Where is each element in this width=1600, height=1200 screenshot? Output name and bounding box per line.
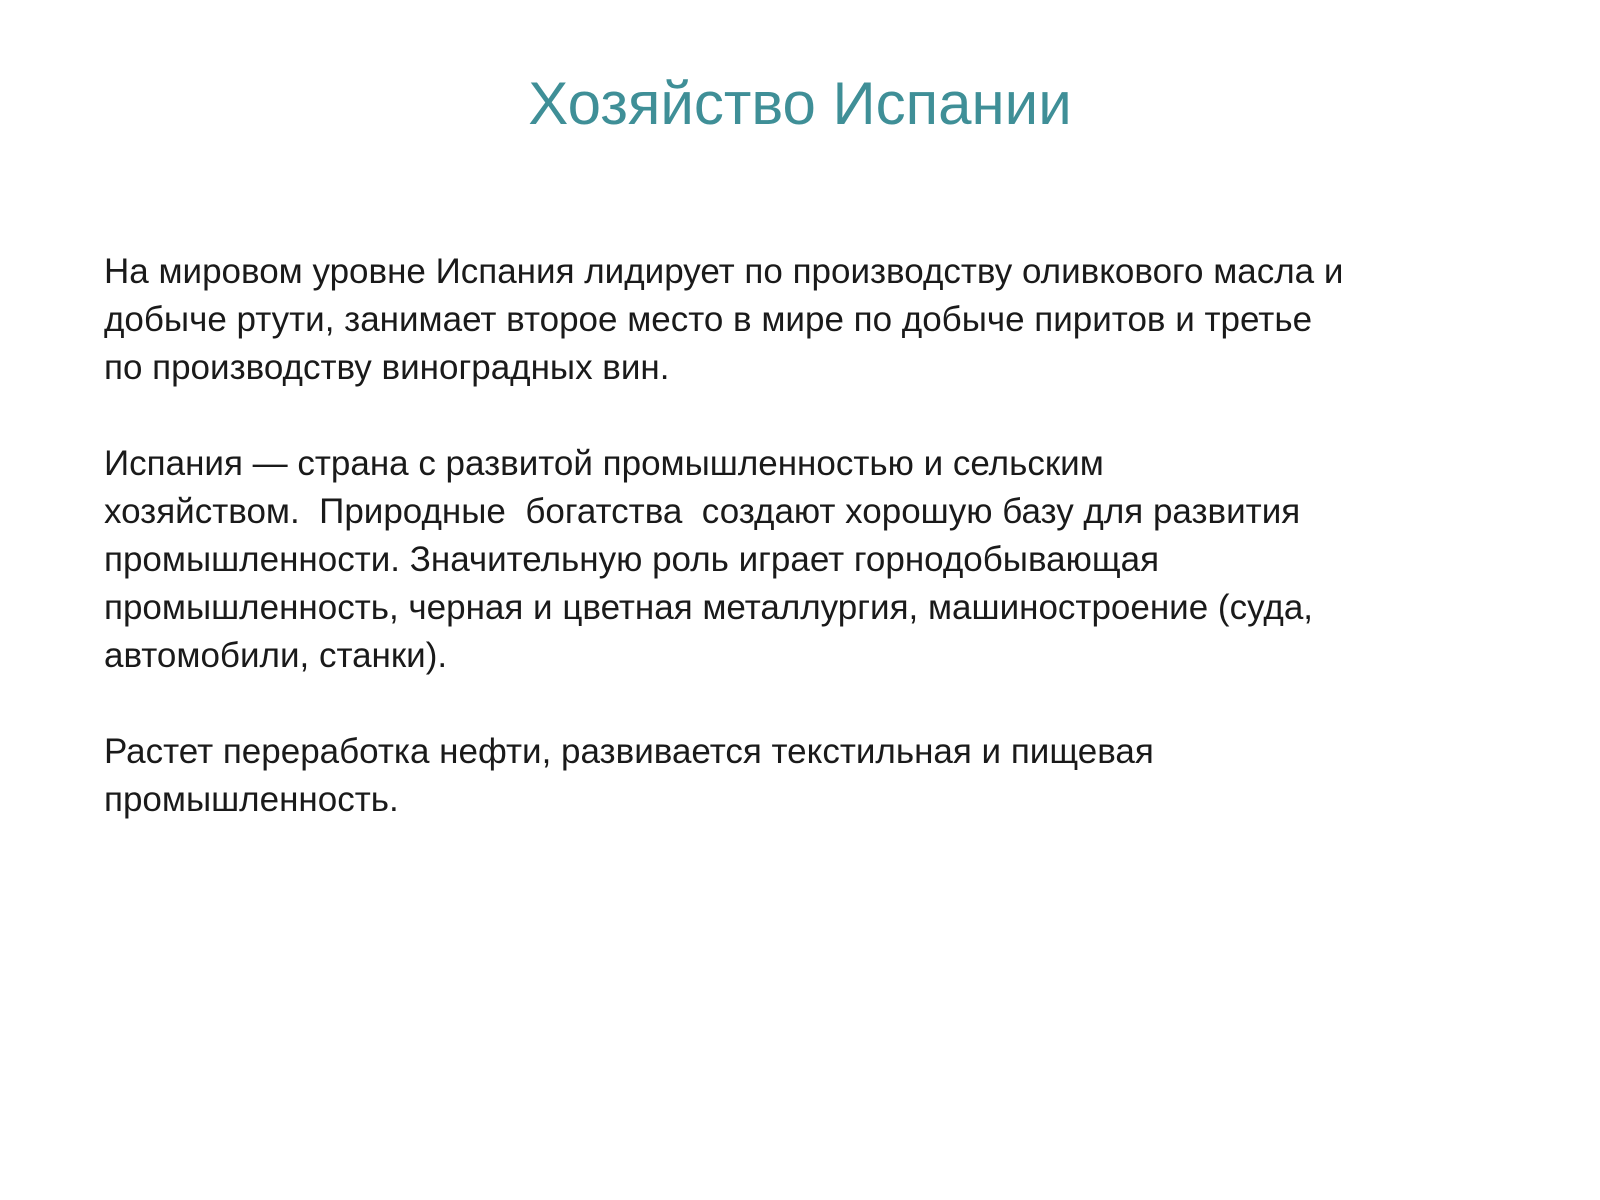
text-line: хозяйством. Природные богатства создают хорошую базу для развития [104, 492, 1301, 531]
text-line: промышленность. [104, 780, 399, 819]
paragraph-world-leadership [104, 248, 1544, 392]
text-line: Испания — страна с развитой промышленностью и сельским [104, 444, 1104, 483]
paragraph-industry [104, 440, 1544, 680]
text-line: по производству виноградных вин. [104, 348, 670, 387]
paragraph-oil-textile [104, 728, 1544, 824]
text-line: автомобили, станки). [104, 636, 448, 675]
text-line: промышленность, черная и цветная металлургия, машиностроение (суда, [104, 588, 1314, 627]
text-line: добыче ртути, занимает второе место в мире по добыче пиритов и третье [104, 300, 1313, 339]
slide-title: Хозяйство Испании [528, 70, 1072, 137]
text-line: На мировом уровне Испания лидирует по производству оливкового масла и [104, 252, 1344, 291]
text-line: промышленности. Значительную роль играет горнодобывающая [104, 540, 1160, 579]
slide-body [104, 248, 1544, 872]
text-line: Растет переработка нефти, развивается текстильная и пищевая [104, 732, 1154, 771]
